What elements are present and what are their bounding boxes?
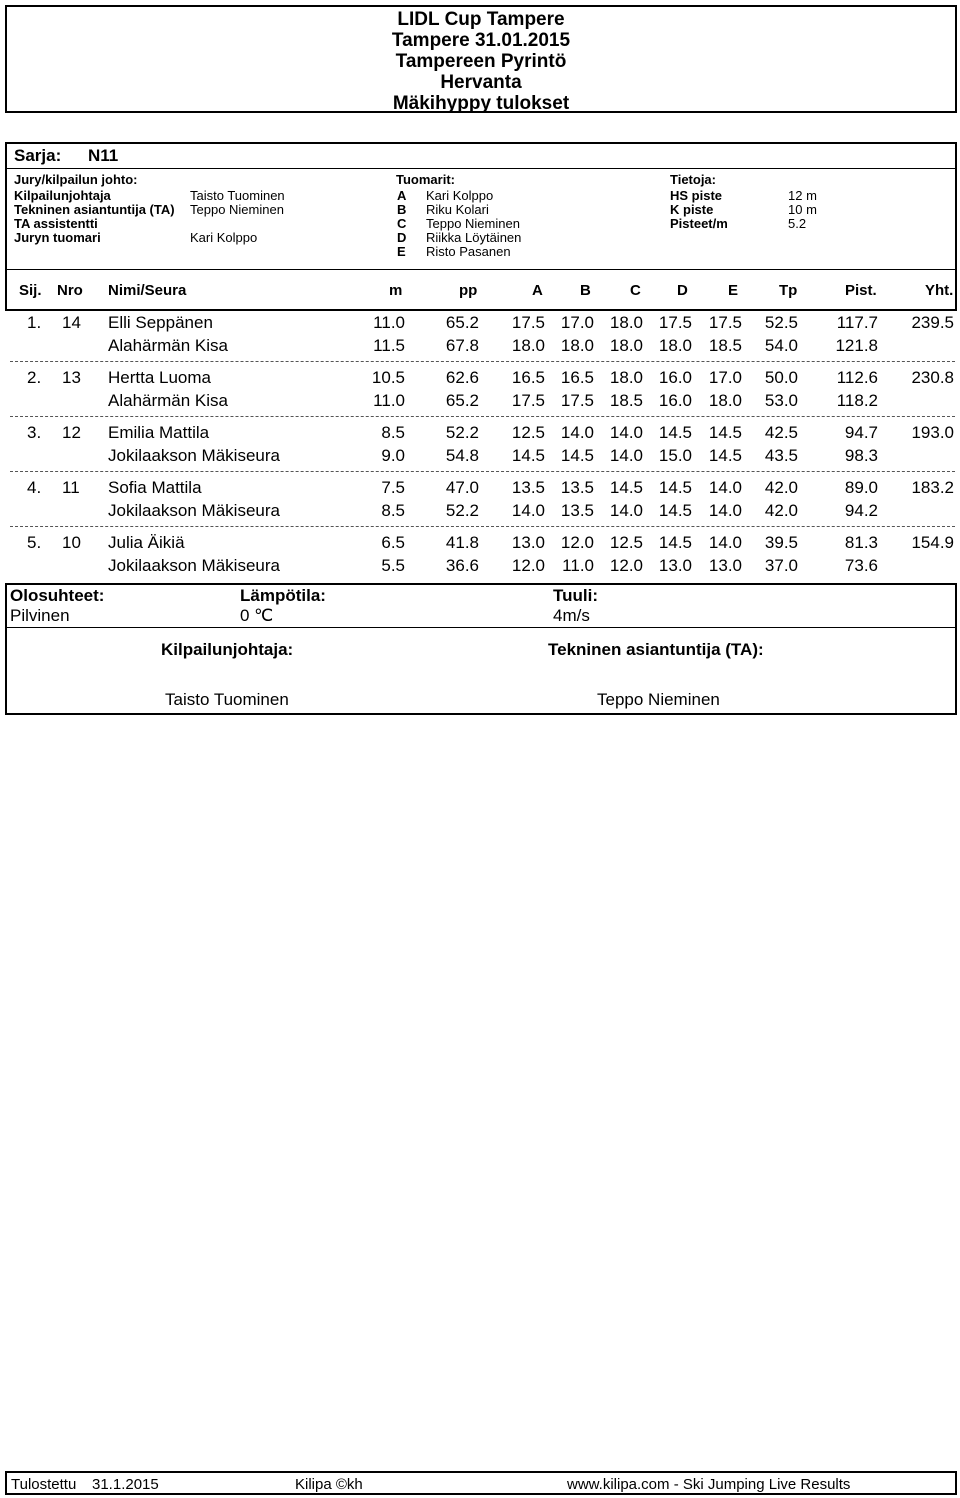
- document-title: Mäkihyppy tulokset: [392, 93, 570, 114]
- jump-d: 18.0: [658, 336, 692, 355]
- info-value: 5.2: [788, 216, 807, 231]
- jump-m: 10.5: [371, 368, 405, 387]
- jump-pp: 52.2: [445, 423, 479, 442]
- col-b: B: [580, 282, 591, 299]
- jump-tp: 39.5: [764, 533, 798, 552]
- jump-m: 5.5: [381, 556, 405, 575]
- jump-tp: 42.0: [764, 501, 798, 520]
- title-box: [5, 5, 957, 113]
- jump-a: 17.5: [511, 313, 545, 332]
- bib-number: 13: [62, 368, 81, 387]
- jump-e: 14.0: [708, 501, 742, 520]
- col-m: m: [389, 282, 403, 299]
- col-tp: Tp: [779, 282, 798, 299]
- jump-pp: 65.2: [445, 313, 479, 332]
- jump-c: 14.0: [609, 423, 643, 442]
- jump-c: 14.5: [609, 478, 643, 497]
- jump-e: 18.5: [708, 336, 742, 355]
- info-value: 12 m: [788, 188, 817, 203]
- athlete-name: Julia Äikiä: [108, 533, 185, 552]
- jump-pist: 89.0: [844, 478, 878, 497]
- athlete-name: Sofia Mattila: [108, 478, 202, 497]
- jump-a: 17.5: [511, 391, 545, 410]
- info-label: Pisteet/m: [670, 216, 728, 231]
- rank: 4.: [27, 478, 42, 497]
- jump-e: 14.0: [708, 533, 742, 552]
- col-c: C: [630, 282, 641, 299]
- jump-e: 14.5: [708, 446, 742, 465]
- jump-b: 13.5: [560, 478, 594, 497]
- col-d: D: [677, 282, 688, 299]
- director-signature-label: Kilpailunjohtaja:: [161, 640, 294, 659]
- jump-pist: 112.6: [836, 368, 878, 387]
- jump-b: 18.0: [560, 336, 594, 355]
- bib-number: 14: [62, 313, 81, 332]
- weather-label: Olosuhteet:: [10, 586, 105, 605]
- footer-brand: Kilipa ©kh: [295, 1476, 363, 1493]
- info-value: 10 m: [788, 202, 817, 217]
- judge-name: Riikka Löytäinen: [426, 230, 522, 245]
- jump-b: 14.0: [560, 423, 594, 442]
- jump-pist: 121.8: [835, 336, 878, 355]
- jump-pp: 41.8: [445, 533, 479, 552]
- info-label: K piste: [670, 202, 714, 217]
- jump-c: 18.0: [609, 313, 643, 332]
- athlete-name: Hertta Luoma: [108, 368, 211, 387]
- bib-number: 11: [62, 478, 80, 497]
- jump-d: 15.0: [658, 446, 692, 465]
- event-venue: Hervanta: [440, 72, 522, 93]
- jump-m: 7.5: [381, 478, 405, 497]
- printed-date: 31.1.2015: [92, 1476, 159, 1493]
- event-date: Tampere 31.01.2015: [391, 30, 571, 51]
- col-nro: Nro: [57, 282, 83, 299]
- rank: 1.: [27, 313, 42, 332]
- jump-b: 12.0: [560, 533, 594, 552]
- jury-heading: Jury/kilpailun johto:: [14, 172, 138, 187]
- jump-m: 11.0: [373, 391, 405, 410]
- athlete-club: Jokilaakson Mäkiseura: [108, 556, 280, 575]
- jump-d: 14.5: [658, 501, 692, 520]
- temperature-label: Lämpötila:: [240, 586, 326, 605]
- jump-pist: 117.7: [836, 313, 878, 332]
- jump-d: 14.5: [658, 533, 692, 552]
- jump-pp: 47.0: [445, 478, 479, 497]
- jump-m: 8.5: [381, 501, 405, 520]
- jump-c: 18.0: [609, 336, 643, 355]
- ta-signature-label: Tekninen asiantuntija (TA):: [548, 640, 764, 659]
- jump-a: 13.0: [511, 533, 545, 552]
- printed-label: Tulostettu: [11, 1476, 77, 1493]
- col-a: A: [532, 282, 543, 299]
- jump-pp: 54.8: [445, 446, 479, 465]
- athlete-club: Alahärmän Kisa: [108, 336, 229, 355]
- jump-d: 14.5: [658, 423, 692, 442]
- jump-pp: 65.2: [445, 391, 479, 410]
- jump-pp: 36.6: [445, 556, 479, 575]
- total-points: 193.0: [911, 423, 954, 442]
- athlete-name: Emilia Mattila: [108, 423, 210, 442]
- jump-c: 18.5: [609, 391, 643, 410]
- conditions-box: [5, 583, 957, 715]
- jury-role: Juryn tuomari: [14, 230, 101, 245]
- series-divider: [7, 168, 955, 169]
- jump-tp: 54.0: [764, 336, 798, 355]
- jump-tp: 42.0: [764, 478, 798, 497]
- bib-number: 10: [62, 533, 81, 552]
- jump-pist: 94.2: [844, 501, 878, 520]
- wind-label: Tuuli:: [553, 586, 598, 605]
- col-e: E: [728, 282, 739, 299]
- jump-c: 12.0: [609, 556, 643, 575]
- judge-letter: E: [397, 244, 406, 259]
- judge-name: Kari Kolppo: [426, 188, 494, 203]
- col-name: Nimi/Seura: [108, 282, 187, 299]
- judge-name: Teppo Nieminen: [426, 216, 520, 231]
- athlete-name: Elli Seppänen: [108, 313, 213, 332]
- ta-signature-name: Teppo Nieminen: [597, 690, 720, 709]
- bib-number: 12: [62, 423, 81, 442]
- athlete-club: Alahärmän Kisa: [108, 391, 229, 410]
- weather-value: Pilvinen: [10, 606, 70, 625]
- event-title: LIDL Cup Tampere: [397, 9, 565, 30]
- conditions-divider: [7, 627, 955, 628]
- jump-a: 12.0: [511, 556, 545, 575]
- athlete-club: Jokilaakson Mäkiseura: [108, 501, 280, 520]
- jump-e: 14.5: [708, 423, 742, 442]
- jump-e: 18.0: [708, 391, 742, 410]
- rank: 3.: [27, 423, 42, 442]
- jump-tp: 37.0: [764, 556, 798, 575]
- jump-tp: 42.5: [764, 423, 798, 442]
- row-separator: [10, 416, 955, 417]
- total-points: 230.8: [911, 368, 954, 387]
- series-label: Sarja:: [14, 146, 62, 165]
- total-points: 154.9: [911, 533, 954, 552]
- jump-m: 6.5: [381, 533, 405, 552]
- director-signature-name: Taisto Tuominen: [165, 690, 289, 709]
- jury-name: Taisto Tuominen: [190, 188, 285, 203]
- jump-e: 17.5: [708, 313, 742, 332]
- info-label: HS piste: [670, 188, 723, 203]
- jury-role: Kilpailunjohtaja: [14, 188, 111, 203]
- jump-d: 17.5: [658, 313, 692, 332]
- jump-b: 16.5: [560, 368, 594, 387]
- total-points: 183.2: [911, 478, 954, 497]
- jump-m: 11.5: [373, 336, 405, 355]
- jump-pist: 98.3: [844, 446, 878, 465]
- rank: 2.: [27, 368, 42, 387]
- jump-e: 13.0: [708, 556, 742, 575]
- jump-pp: 52.2: [445, 501, 479, 520]
- jump-a: 13.5: [511, 478, 545, 497]
- judges-heading: Tuomarit:: [396, 172, 455, 187]
- jump-pist: 81.3: [844, 533, 878, 552]
- jump-c: 14.0: [609, 446, 643, 465]
- jump-d: 16.0: [658, 391, 692, 410]
- jury-name: Kari Kolppo: [190, 230, 258, 245]
- judge-letter: A: [397, 188, 407, 203]
- jump-pist: 118.2: [836, 391, 878, 410]
- jump-a: 16.5: [511, 368, 545, 387]
- col-pp: pp: [459, 282, 478, 299]
- jury-role: Tekninen asiantuntija (TA): [14, 202, 175, 217]
- jump-b: 13.5: [560, 501, 594, 520]
- judge-letter: D: [397, 230, 407, 245]
- jump-b: 17.0: [560, 313, 594, 332]
- jump-a: 14.5: [511, 446, 545, 465]
- jump-m: 9.0: [381, 446, 405, 465]
- row-separator: [10, 526, 955, 527]
- series-value: N11: [88, 146, 119, 165]
- jump-b: 17.5: [560, 391, 594, 410]
- temperature-value: 0 ℃: [240, 606, 274, 625]
- wind-value: 4m/s: [553, 606, 590, 625]
- col-sij: Sij.: [19, 282, 42, 299]
- row-separator: [10, 361, 955, 362]
- footer-site-link[interactable]: www.kilipa.com - Ski Jumping Live Results: [567, 1476, 851, 1493]
- jump-c: 14.0: [609, 501, 643, 520]
- jump-tp: 53.0: [764, 391, 798, 410]
- jump-a: 12.5: [511, 423, 545, 442]
- jump-pp: 67.8: [445, 336, 479, 355]
- jury-name: Teppo Nieminen: [190, 202, 284, 217]
- jump-d: 14.5: [658, 478, 692, 497]
- jump-pist: 94.7: [844, 423, 878, 442]
- jump-tp: 50.0: [764, 368, 798, 387]
- jump-b: 14.5: [560, 446, 594, 465]
- jump-m: 8.5: [381, 423, 405, 442]
- jump-d: 13.0: [658, 556, 692, 575]
- judge-name: Risto Pasanen: [426, 244, 511, 259]
- judge-name: Riku Kolari: [426, 202, 489, 217]
- jump-a: 18.0: [511, 336, 545, 355]
- event-organizer: Tampereen Pyrintö: [395, 51, 567, 72]
- jump-c: 18.0: [609, 368, 643, 387]
- jump-d: 16.0: [658, 368, 692, 387]
- col-yht: Yht.: [925, 282, 954, 299]
- jump-tp: 43.5: [764, 446, 798, 465]
- jump-m: 11.0: [373, 313, 405, 332]
- judge-letter: B: [397, 202, 407, 217]
- jury-role: TA assistentti: [14, 216, 98, 231]
- jump-c: 12.5: [609, 533, 643, 552]
- jump-b: 11.0: [562, 556, 594, 575]
- jump-a: 14.0: [511, 501, 545, 520]
- col-pist: Pist.: [845, 282, 877, 299]
- athlete-club: Jokilaakson Mäkiseura: [108, 446, 280, 465]
- jump-pp: 62.6: [445, 368, 479, 387]
- jump-e: 17.0: [708, 368, 742, 387]
- jump-pist: 73.6: [844, 556, 878, 575]
- header-divider: [7, 269, 955, 270]
- row-separator: [10, 471, 955, 472]
- total-points: 239.5: [911, 313, 954, 332]
- rank: 5.: [27, 533, 42, 552]
- jump-e: 14.0: [708, 478, 742, 497]
- info-heading: Tietoja:: [670, 172, 716, 187]
- jump-tp: 52.5: [764, 313, 798, 332]
- judge-letter: C: [397, 216, 407, 231]
